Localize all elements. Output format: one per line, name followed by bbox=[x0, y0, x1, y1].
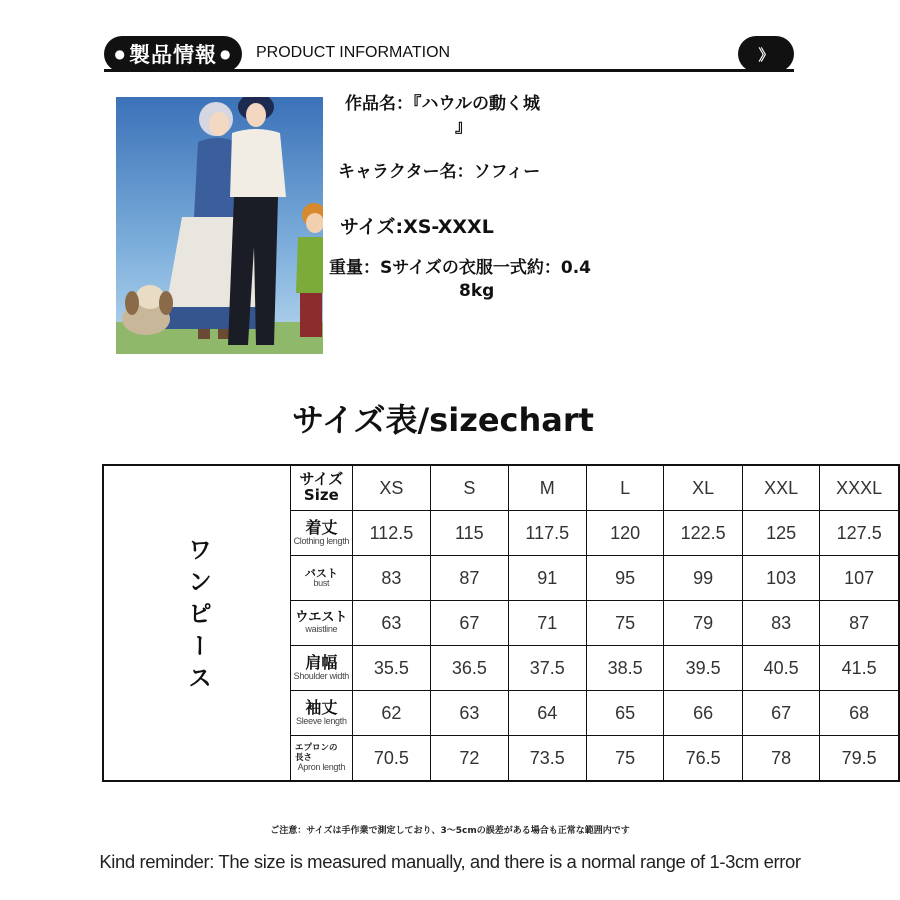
table-cell: 75 bbox=[586, 736, 663, 782]
table-cell: 87 bbox=[820, 601, 899, 646]
product-photo bbox=[116, 97, 323, 354]
size-note-en: Kind reminder: The size is measured manually, and there is a normal range of 1-3cm error bbox=[99, 851, 801, 872]
row-header bbox=[290, 601, 352, 646]
table-cell: 71 bbox=[508, 601, 586, 646]
size-label: L bbox=[586, 465, 663, 511]
row-header-en: Clothing length bbox=[293, 535, 350, 546]
table-cell: 91 bbox=[508, 556, 586, 601]
table-cell: 62 bbox=[352, 691, 430, 736]
table-cell: 35.5 bbox=[352, 646, 430, 691]
table-cell: 87 bbox=[431, 556, 508, 601]
size-label: XXL bbox=[742, 465, 819, 511]
size-label: XS bbox=[352, 465, 430, 511]
table-cell: 65 bbox=[586, 691, 663, 736]
weight-line1: 重量：Sサイズの衣服一式約：0.4 bbox=[329, 258, 591, 278]
row-header-jp: 袖丈 bbox=[305, 697, 338, 717]
work-title-line1: 作品名：『ハウルの動く城 bbox=[345, 94, 540, 114]
table-cell: 79 bbox=[664, 601, 742, 646]
table-cell: 36.5 bbox=[431, 646, 508, 691]
table-cell: 115 bbox=[431, 511, 508, 556]
table-cell: 117.5 bbox=[508, 511, 586, 556]
table-cell: 37.5 bbox=[508, 646, 586, 691]
work-title bbox=[345, 93, 605, 139]
size-header-jp: サイズ bbox=[299, 470, 344, 489]
size-header-en: Size bbox=[303, 486, 339, 504]
size-header-cell bbox=[290, 465, 352, 511]
row-header-en: Sleeve length bbox=[296, 715, 347, 726]
table-cell: 120 bbox=[586, 511, 663, 556]
table-cell: 64 bbox=[508, 691, 586, 736]
table-cell: 38.5 bbox=[586, 646, 663, 691]
size-chart-title: サイズ表/sizechart bbox=[292, 401, 594, 439]
table-cell: 99 bbox=[664, 556, 742, 601]
row-header bbox=[290, 511, 352, 556]
table-cell: 83 bbox=[352, 556, 430, 601]
table-cell: 125 bbox=[742, 511, 819, 556]
product-weight bbox=[329, 257, 639, 303]
row-header-jp: ウエスト bbox=[295, 610, 348, 626]
row-header-en: waistline bbox=[305, 624, 338, 635]
table-cell: 73.5 bbox=[508, 736, 586, 782]
table-cell: 83 bbox=[742, 601, 819, 646]
table-cell: 67 bbox=[431, 601, 508, 646]
work-title-line2: 』 bbox=[455, 116, 472, 137]
category-label bbox=[103, 465, 290, 781]
table-cell: 66 bbox=[664, 691, 742, 736]
row-header bbox=[290, 556, 352, 601]
table-cell: 39.5 bbox=[664, 646, 742, 691]
row-header-en: Shoulder width bbox=[293, 670, 350, 681]
table-cell: 72 bbox=[431, 736, 508, 782]
table-cell: 70.5 bbox=[352, 736, 430, 782]
table-cell: 41.5 bbox=[820, 646, 899, 691]
table-cell: 68 bbox=[820, 691, 899, 736]
table-cell: 75 bbox=[586, 601, 663, 646]
size-table bbox=[102, 464, 900, 782]
available-sizes: サイズ:XS-XXXL bbox=[340, 216, 494, 238]
table-cell: 78 bbox=[742, 736, 819, 782]
table-cell: 107 bbox=[820, 556, 899, 601]
table-cell: 63 bbox=[352, 601, 430, 646]
row-header-jp: 着丈 bbox=[305, 517, 338, 537]
row-header-jp: 肩幅 bbox=[305, 652, 338, 672]
row-header-en: bust bbox=[313, 578, 330, 589]
header-end-cap bbox=[738, 36, 794, 72]
size-label: XXXL bbox=[820, 465, 899, 511]
category-text: ワンピース bbox=[183, 537, 212, 698]
header-jp-label: 製品情報 bbox=[129, 43, 217, 67]
size-label: XL bbox=[664, 465, 742, 511]
table-cell: 95 bbox=[586, 556, 663, 601]
row-header bbox=[290, 736, 352, 782]
row-header-jp: バスト bbox=[304, 566, 338, 580]
header-label-pill: ● 製品情報 ● bbox=[104, 36, 242, 72]
row-header bbox=[290, 691, 352, 736]
table-cell: 40.5 bbox=[742, 646, 819, 691]
table-cell: 79.5 bbox=[820, 736, 899, 782]
row-header bbox=[290, 646, 352, 691]
row-header-en: Apron length bbox=[297, 762, 346, 773]
weight-line2: 8kg bbox=[459, 280, 495, 301]
table-cell: 76.5 bbox=[664, 736, 742, 782]
table-cell: 103 bbox=[742, 556, 819, 601]
size-label: S bbox=[431, 465, 508, 511]
table-cell: 127.5 bbox=[820, 511, 899, 556]
row-header-jp: エプロンの長さ bbox=[294, 743, 338, 764]
header-en-label: PRODUCT INFORMATION bbox=[256, 44, 451, 61]
table-cell: 67 bbox=[742, 691, 819, 736]
character-name: キャラクター名：ソフィー bbox=[338, 162, 541, 182]
size-header-row bbox=[103, 465, 899, 511]
table-cell: 63 bbox=[431, 691, 508, 736]
size-note-jp: ご注意：サイズは手作業で測定しており、3～5cmの誤差がある場合も正常な範囲内です bbox=[270, 826, 630, 836]
table-cell: 122.5 bbox=[664, 511, 742, 556]
table-cell: 112.5 bbox=[352, 511, 430, 556]
double-chevron-icon: 》 bbox=[758, 45, 774, 64]
size-label: M bbox=[508, 465, 586, 511]
